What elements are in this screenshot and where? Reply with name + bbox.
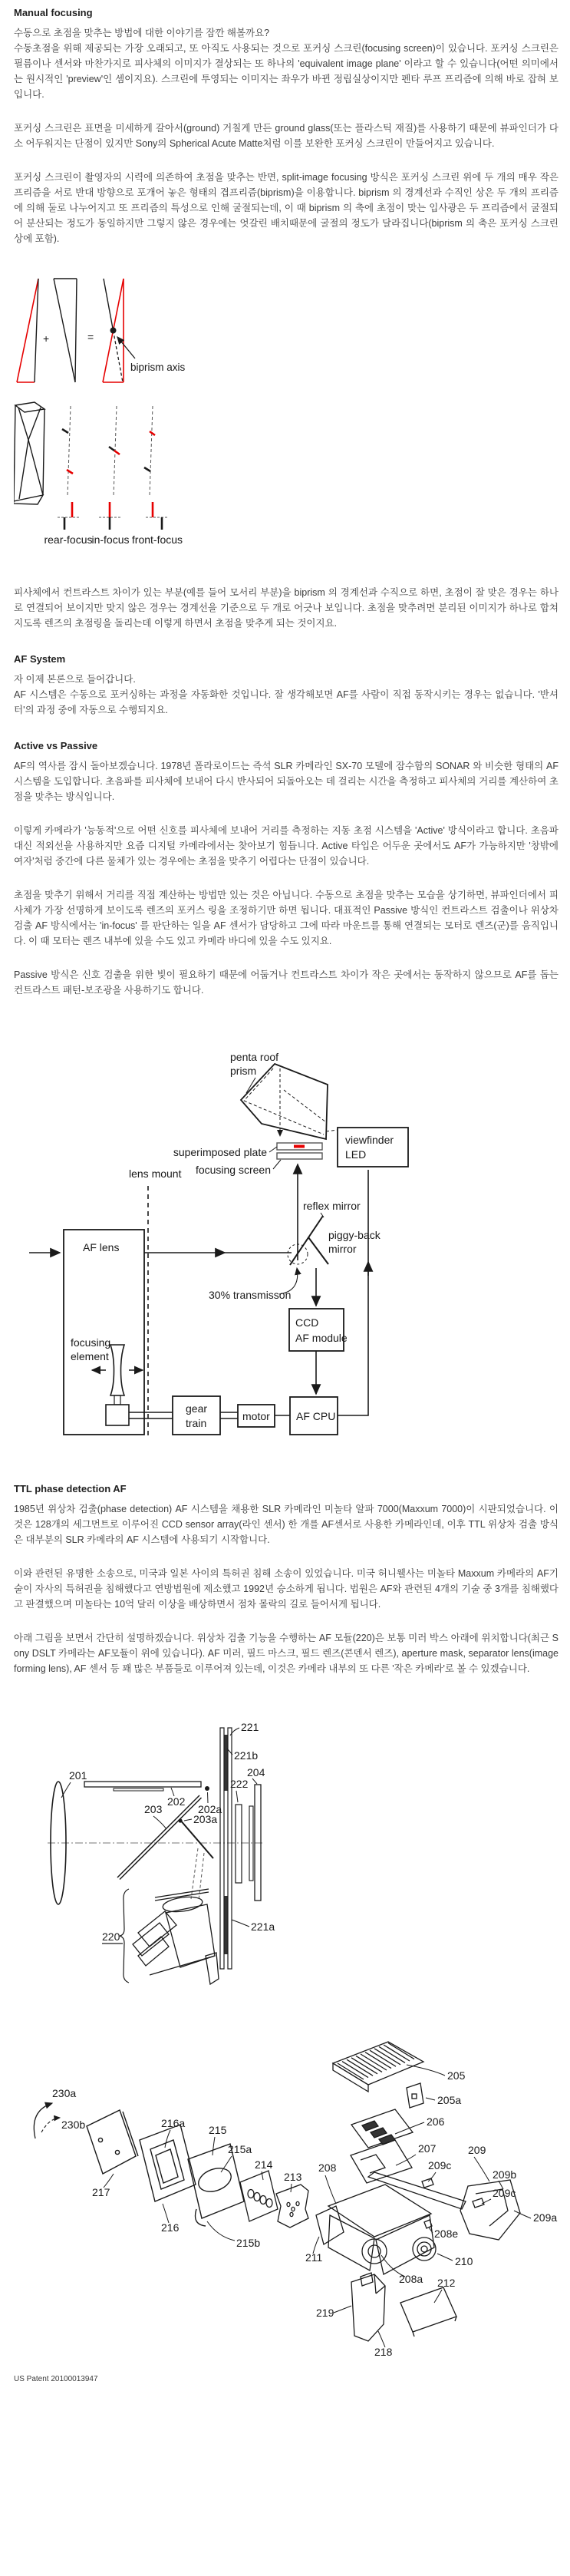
part-214	[240, 2171, 278, 2221]
paragraph: 아래 그림을 보면서 간단히 설명하겠습니다. 위상차 검출 기능을 수행하는 AF 모듈(220)은 보통 미러 박스 아래에 위치합니다(최근 Sony DSLT 카메라는 AF모듈이 위에 있습니다). AF 미러, 필드 마스크, 필드 렌즈(콘덴서 렌즈), aperture mask, separator lens(image forming lens), AF 센서 등 꽤 많은 부품들로 이루어져 있는데, 이것은 카메라 내부의 또 다른 '작은 카메라'로 볼 수 있겠습니다.	[14, 1633, 558, 1674]
part-222	[236, 1805, 242, 1883]
part-218-219	[351, 2273, 385, 2341]
ref-203a: 203a	[193, 1813, 218, 1825]
ref-201: 201	[69, 1769, 87, 1782]
paragraph: 1985년 위상차 검출(phase detection) AF 시스템을 채용한 SLR 카메라인 미놀타 알파 7000(Maxxum 7000)이 시판되었습니다. 이것은 128개의 세그먼트로 이루어진 CCD sensor array(라인 센서) 한 개를 AF센서로 사용한 카메라인데, 이후 TTL 위상차 검출 방식은 대부분의 SLR 카메라의 AF 시스템에 사용되기 시작합니다.	[14, 1504, 558, 1545]
ref-204: 204	[247, 1766, 265, 1778]
slr-af-diagram-svg	[23, 1045, 522, 1448]
gear-train-label2: train	[186, 1417, 207, 1429]
ref-207: 207	[418, 2142, 437, 2155]
ref-208e: 208e	[434, 2228, 459, 2240]
ref-211: 211	[305, 2251, 323, 2264]
part-205	[333, 2042, 423, 2092]
part-pivot-203a	[178, 1818, 182, 1822]
paragraph: 포커싱 스크린은 표면을 미세하게 갈아서(ground) 거칠게 만든 ground glass(또는 플라스틱 재질)를 사용하기 때문에 뷰파인더가 다소 어두워지는 단점이 있지만 Sony의 Spherical Acute Matte처럼 이를 보완한 포커싱 스크린이 만들어지고 있습니다.	[14, 123, 558, 149]
paragraph: 수동으로 초점을 맞추는 방법에 대한 이야기를 잠깐 해볼까요?	[14, 28, 270, 38]
front-focus-label: front-focus	[131, 533, 183, 546]
section-heading-active-vs-passive: Active vs Passive	[14, 740, 98, 751]
reflex-mirror-line	[290, 1216, 323, 1265]
ref-221a: 221a	[251, 1920, 275, 1933]
focusing-element-label: focusing	[71, 1336, 111, 1349]
ref-217: 217	[92, 2186, 110, 2198]
patent-source-caption: US Patent 20100013947	[14, 2375, 98, 2383]
ref-218: 218	[374, 2346, 393, 2358]
ref-202a: 202a	[198, 1803, 222, 1815]
slr-af-diagram	[23, 1045, 558, 1448]
paragraph: 포커싱 스크린이 촬영자의 시력에 의존하여 초점을 맞추는 반면, split-image focusing 방식은 포커싱 스크린 위에 두 개의 매우 작은 프리즘을 서로 반대 방향으로 포개어 놓은 형태의 겹프리즘(biprism)을 이용합니다. biprism 의 경계선과 수직인 상은 두 개의 프리즘에 의해 둘로 나누어지고 또 프리즘의 특성으로 인해 굴절되는데, 이 때 biprism 의 축에 초점이 맞는 입사광은 두 프리즘에서 굴절되어 분산되는 정도가 동일하지만 그렇지 않은 경우에는 엇갈린 배치때문에 굴절의 정도가 달라집니다(biprism 의 축은 포커싱 스크린 상에 포함).	[14, 172, 558, 244]
ref-215: 215	[209, 2124, 227, 2136]
biprism-diagram	[14, 269, 558, 550]
ref-219: 219	[316, 2307, 334, 2319]
paragraph: 이와 관련된 유명한 소송으로, 미국과 일본 사이의 특허권 침해 소송이 있었습니다. 미국 허니웰사는 미놀타 Maxxum 카메라의 AF기술이 자사의 특허권을 침해했다고 연방법원에 제소했고 1992년 승소하게 됩니다. 법원은 AF와 관련된 4개의 기술 중 3개를 침해했다고 판결했으며 미놀타는 10억 달러 이상을 배상하면서 점차 몰락의 길로 들어서게 됩니다.	[14, 1568, 558, 1610]
ref-214: 214	[255, 2158, 273, 2171]
ref-215b: 215b	[236, 2237, 261, 2249]
ref-205a: 205a	[437, 2094, 462, 2106]
ref-209a: 209a	[533, 2211, 558, 2224]
motor-label: motor	[242, 1410, 270, 1422]
ref-209b: 209b	[493, 2168, 517, 2181]
viewfinder-led-label: viewfinder	[345, 1134, 394, 1146]
rear-focus-label: rear-focus	[44, 533, 93, 546]
paragraph: 초점을 맞추기 위해서 거리를 직접 계산하는 방법만 있는 것은 아닙니다. 수동으로 초점을 맞추는 모습을 상기하면, 뷰파인더에서 피사체가 가장 선명하게 보이도록 렌즈의 포커스 링을 조정하기만 하면 됩니다. 대표적인 Passive 방식인 컨트라스트 검출이나 위상차 검출 AF 방식에서는 'in-focus' 를 판단하는 일을 AF 센서가 담당하고 그에 따라 마운트를 통해 연결되는 모터로 렌즈(군)를 움직입니다. 이 때 모터는 렌즈 내부에 있을 수도 있고 카메라 바디에 있을 수도 있지요.	[14, 890, 558, 946]
ref-209c-1: 209c	[428, 2159, 452, 2171]
ref-210: 210	[455, 2255, 473, 2267]
biprism-axis-dot	[110, 328, 117, 334]
section-heading-af-system: AF System	[14, 653, 66, 665]
af-point-led-mark	[294, 1145, 305, 1148]
biprism-axis-label: biprism axis	[130, 362, 186, 373]
viewfinder-led-label2: LED	[345, 1148, 367, 1161]
ref-215a: 215a	[228, 2143, 252, 2155]
focusing-element-lens	[110, 1345, 124, 1395]
ccd-af-module-label: CCD	[295, 1316, 319, 1329]
part-screen-202	[84, 1782, 201, 1787]
ref-203: 203	[144, 1803, 163, 1815]
focusing-screen-plates	[277, 1143, 322, 1159]
af-cpu-label: AF CPU	[296, 1410, 336, 1422]
transmission-label: 30% transmisson	[209, 1289, 292, 1301]
swing-arrow-dashed	[41, 2118, 60, 2132]
part-208	[328, 2185, 434, 2274]
paragraph: 이렇게 카메라가 '능동적'으로 어떤 신호를 피사체에 보내어 거리를 측정하는 지동 초점 시스템을 'Active' 방식이라고 합니다. 초음파 대신 적외선을 사용하지만 요즘 디지털 카메라에서는 찾아보기 힘듭니다. Active 타입은 어두운 곳에서도 AF가 가능하지만 '창밖에 여자'처럼 중간에 다른 물체가 있는 경우에는 초점을 맞추기 어렵다는 단점이 있습니다.	[14, 825, 558, 867]
focus-columns	[62, 406, 155, 496]
piggy-back-mirror-label: piggy-back	[328, 1229, 381, 1241]
paragraph: 수동초점을 위해 제공되는 가장 오래되고, 또 아직도 사용되는 것으로 포커싱 스크린(focusing screen)이 있습니다. 포커싱 스크린은 필름이나 센서와 마찬가지로 피사체의 이미지가 결상되는 또 하나의 'equivalent image plane' 이라고 할 수 있습니다(어떤 의미에서는 원시적인 'preview'인 셈이지요). 스크린에 투영되는 이미지는 좌우가 바뀐 정립실상이지만 펜타 루프 프리즘에 의해 바로 잡혀 보입니다.	[14, 43, 558, 100]
prism-wedge-right	[54, 279, 77, 382]
paragraph: AF 시스템은 수동으로 포커싱하는 과정을 자동화한 것입니다. 잘 생각해보면 AF를 사람이 직접 동작시키는 경우는 없습니다. '반셔터'의 과정 중에 자동으로 수행되지요.	[14, 689, 558, 715]
part-pivot-202a	[205, 1786, 209, 1791]
reflex-mirror-label: reflex mirror	[303, 1200, 361, 1212]
ref-213: 213	[284, 2171, 302, 2183]
ref-205: 205	[447, 2069, 466, 2082]
part-212	[400, 2287, 456, 2337]
section-heading-ttl-phase-detection: TTL phase detection AF	[14, 1483, 127, 1494]
ref-208: 208	[318, 2162, 337, 2174]
ref-220: 220	[102, 1930, 120, 1943]
paragraph: Passive 방식은 신호 검출을 위한 빛이 필요하기 때문에 어둡거나 컨트라스트 차이가 작은 곳에서는 동작하지 않으므로 AF를 돕는 컨트라스트 패턴-보조광을 사용하기도 합니다.	[14, 969, 558, 996]
ref-212: 212	[437, 2277, 456, 2289]
patent-exploded-figure	[8, 2017, 558, 2363]
ref-209: 209	[468, 2144, 486, 2156]
part-213	[276, 2185, 308, 2228]
penta-roof-prism-label2: prism	[230, 1065, 257, 1077]
in-focus-label: in-focus	[91, 533, 130, 546]
focusing-screen-label: focusing screen	[195, 1164, 271, 1176]
paragraph: 자 이제 본론으로 들어갑니다.	[14, 674, 136, 685]
equals-sign: =	[87, 331, 94, 343]
ref-230a: 230a	[52, 2087, 77, 2099]
section-heading-manual-focusing: Manual focusing	[14, 7, 93, 18]
biprism-diagram-svg	[14, 269, 413, 550]
piggy-back-mirror-line	[308, 1237, 328, 1264]
lens-mount-label: lens mount	[129, 1167, 182, 1180]
af-lens-box	[64, 1230, 144, 1435]
patent-cross-section-figure	[23, 1702, 558, 2003]
plus-sign: +	[43, 332, 50, 345]
paragraph: 피사체에서 컨트라스트 차이가 있는 부분(예를 들어 모서리 부분)을 biprism 의 경계선과 수직으로 하면, 초점이 잘 맞은 경우는 하나로 연결되어 보이지만 맞지 않은 경우는 경계선을 기준으로 두 개로 어긋나 보입니다. 초점을 맞추려면 분리된 이미지가 하나로 합쳐지도록 렌즈의 초점링을 돌리는데 이렇게 하면서 초점을 맞추게 되는 것이지요.	[14, 587, 558, 629]
part-shutter-221	[220, 1728, 232, 1969]
ref-221: 221	[241, 1721, 259, 1733]
part-215	[188, 2144, 244, 2226]
ref-221b: 221b	[234, 1749, 259, 1762]
part-217	[87, 2110, 138, 2174]
ref-209c-2: 209c	[493, 2187, 516, 2199]
ref-216: 216	[161, 2221, 180, 2234]
ref-222: 222	[230, 1778, 249, 1790]
penta-roof-prism-label: penta roof	[230, 1051, 279, 1063]
swing-arrow-solid	[34, 2103, 52, 2138]
patent-fig1-svg	[23, 1702, 422, 2003]
ref-216a: 216a	[161, 2117, 186, 2129]
part-205a	[407, 2083, 423, 2108]
focus-result-glyphs	[58, 502, 167, 530]
gear-train-label: gear	[186, 1402, 208, 1415]
twisted-biprism-3d	[14, 402, 44, 504]
part-af-module-220	[133, 1889, 219, 1984]
prism-wedge-left	[17, 279, 38, 382]
piggy-back-mirror-label2: mirror	[328, 1243, 357, 1255]
part-207	[351, 2140, 412, 2183]
paragraph: AF의 역사를 잠시 돌아보겠습니다. 1978년 폴라로이드는 즉석 SLR 카메라인 SX-70 모델에 잠수함의 SONAR 와 비슷한 형태의 AF 시스템을 도입합니다. 초음파를 피사체에 보내어 다시 반사되어 되돌아오는 데 걸리는 시간을 측정하고 피사체의 거리를 계산하여 초점을 맞추는 방식입니다.	[14, 761, 558, 802]
ref-202: 202	[167, 1795, 186, 1808]
patent-fig2-svg	[8, 2017, 562, 2363]
superimposed-plate-label: superimposed plate	[173, 1146, 267, 1158]
ccd-af-module-box	[289, 1309, 344, 1351]
lens-drive-coupler	[106, 1405, 129, 1425]
focusing-element-label2: element	[71, 1350, 109, 1362]
ccd-af-module-label2: AF module	[295, 1332, 348, 1344]
af-lens-label: AF lens	[83, 1241, 120, 1253]
brace-220	[120, 1889, 129, 1983]
ref-206: 206	[427, 2115, 445, 2128]
part-206	[351, 2109, 413, 2148]
ref-208a: 208a	[399, 2273, 423, 2285]
ref-230b: 230b	[61, 2119, 86, 2131]
